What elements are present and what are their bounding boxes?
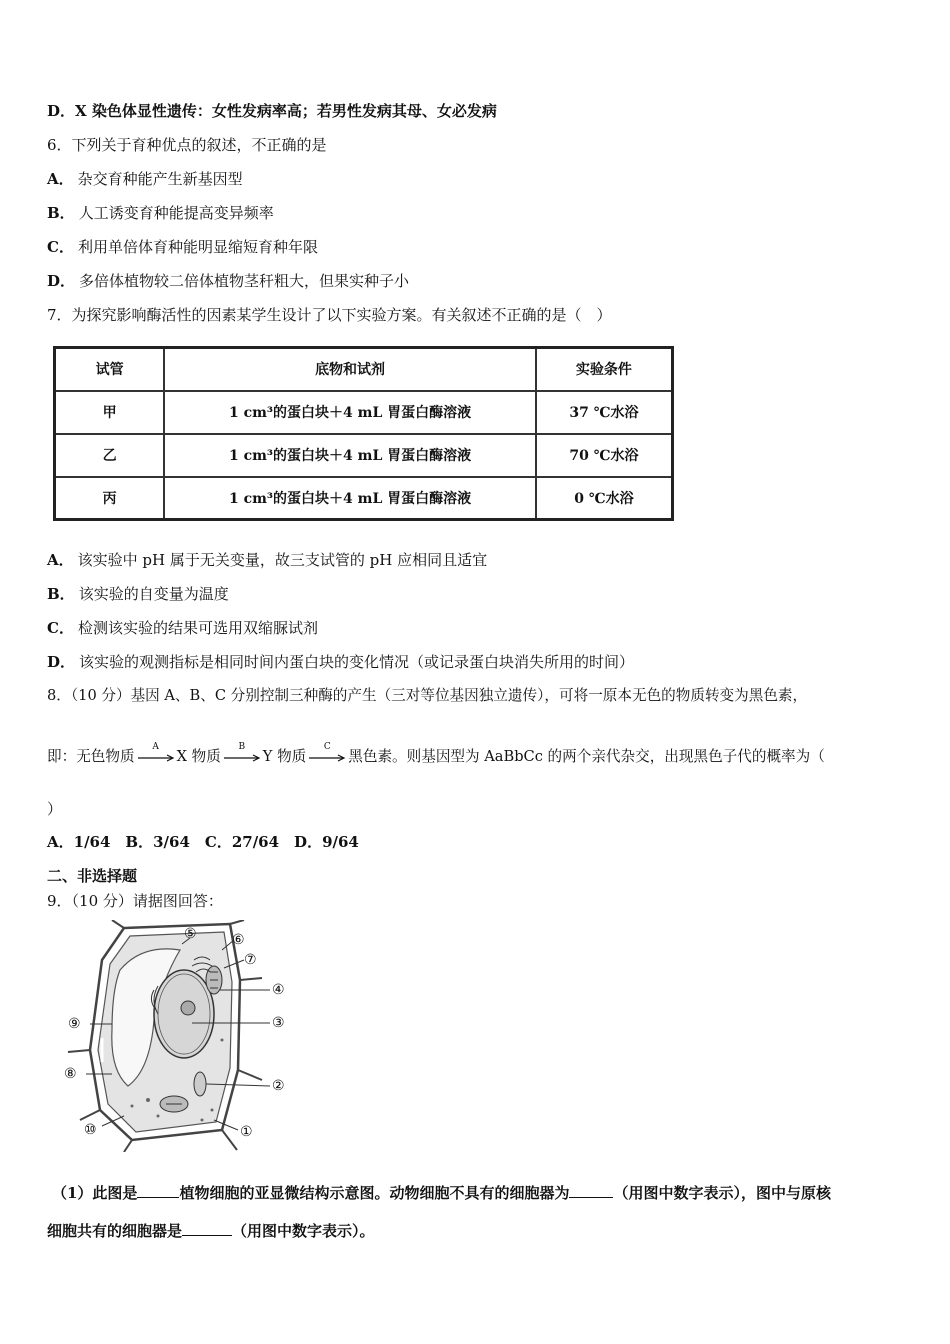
table-row (55, 391, 673, 434)
q7-option-c: C． 检测该实验的结果可选用双缩脲试剂 (47, 619, 318, 637)
figure-label-5: ⑤ (184, 926, 197, 942)
section-heading: 二、非选择题 (47, 867, 138, 885)
table-cell: 1 cm³的蛋白块＋4 mL 胃蛋白酶溶液 (164, 434, 536, 477)
q8-stem: 8．（10 分）基因 A、B、C 分别控制三种酶的产生（三对等位基因独立遗传），可将一原本无色的物质转变为黑色素， (47, 687, 808, 704)
figure-label-6: ⑥ (232, 932, 245, 948)
table-cell: 37 ℃水浴 (536, 391, 673, 434)
q9-stem: 9．（10 分）请据图回答： (47, 892, 223, 910)
q6-option-a: A． 杂交育种能产生新基因型 (47, 170, 243, 188)
table-cell: 1 cm³的蛋白块＋4 mL 胃蛋白酶溶液 (164, 477, 536, 520)
right-arrow-icon (308, 747, 346, 767)
table-cell: 0 ℃水浴 (536, 477, 673, 520)
table-header-row (55, 348, 673, 391)
q7-option-a: A． 该实验中 pH 属于无关变量，故三支试管的 pH 应相同且适宜 (47, 551, 488, 569)
table-header-cell: 底物和试剂 (164, 348, 536, 391)
arrow-c: C (308, 747, 346, 767)
arrow-a: A (137, 747, 175, 767)
figure-label-9: ⑨ (68, 1016, 81, 1032)
table-header-cell: 实验条件 (536, 348, 673, 391)
figure-label-2: ② (272, 1078, 285, 1094)
q6-option-d: D． 多倍体植物较二倍体植物茎秆粗大，但果实种子小 (47, 272, 410, 290)
q5-option-d: D．X 染色体显性遗传：女性发病率高；若男性发病其母、女必发病 (47, 102, 497, 120)
table-cell: 丙 (55, 477, 165, 520)
figure-label-10: ⑩ (84, 1122, 97, 1138)
answer-blank[interactable] (182, 1221, 232, 1236)
right-arrow-icon (223, 747, 261, 767)
figure-label-8: ⑧ (64, 1066, 77, 1082)
q6-option-b: B． 人工诱变育种能提高变异频率 (47, 204, 274, 222)
answer-blank[interactable] (569, 1183, 613, 1198)
figure-label-7: ⑦ (244, 952, 257, 968)
experiment-table (53, 346, 674, 521)
table-header-cell: 试管 (55, 348, 165, 391)
plant-cell-diagram (62, 920, 302, 1152)
table-cell: 甲 (55, 391, 165, 434)
q9-sub1-line1: （1）此图是 植物细胞的亚显微结构示意图。动物细胞不具有的细胞器为 （用图中数字表示），图中与原核 (52, 1184, 831, 1202)
figure-label-4: ④ (272, 982, 285, 998)
q7-option-b: B． 该实验的自变量为温度 (47, 585, 229, 603)
q7-stem: 7．为探究影响酶活性的因素某学生设计了以下实验方案。有关叙述不正确的是（ ） (47, 306, 612, 324)
q8-options: A．1/64 B．3/64 C．27/64 D．9/64 (47, 833, 359, 851)
q8-pathway: 即：无色物质 A X 物质 B Y 物质 C 黑色素。则基因型为 AaBbCc 的两个亲代杂交，出现黑色子代的概率为（ (47, 742, 825, 765)
q6-option-c: C． 利用单倍体育种能明显缩短育种年限 (47, 238, 318, 256)
figure-label-3: ③ (272, 1015, 285, 1031)
q9-sub1-line2: 细胞共有的细胞器是 （用图中数字表示）。 (47, 1222, 375, 1240)
table-row (55, 477, 673, 520)
table-row (55, 434, 673, 477)
right-arrow-icon (137, 747, 175, 767)
table-cell: 1 cm³的蛋白块＋4 mL 胃蛋白酶溶液 (164, 391, 536, 434)
table-cell: 乙 (55, 434, 165, 477)
figure-label-1: ① (240, 1124, 253, 1140)
q7-option-d: D． 该实验的观测指标是相同时间内蛋白块的变化情况（或记录蛋白块消失所用的时间） (47, 653, 635, 671)
plant-cell-figure (62, 920, 302, 1156)
q8-close-paren: ） (47, 800, 63, 818)
answer-blank[interactable] (137, 1183, 179, 1198)
q6-stem: 6．下列关于育种优点的叙述，不正确的是 (47, 136, 327, 154)
arrow-b: B (223, 747, 261, 767)
table-cell: 70 ℃水浴 (536, 434, 673, 477)
